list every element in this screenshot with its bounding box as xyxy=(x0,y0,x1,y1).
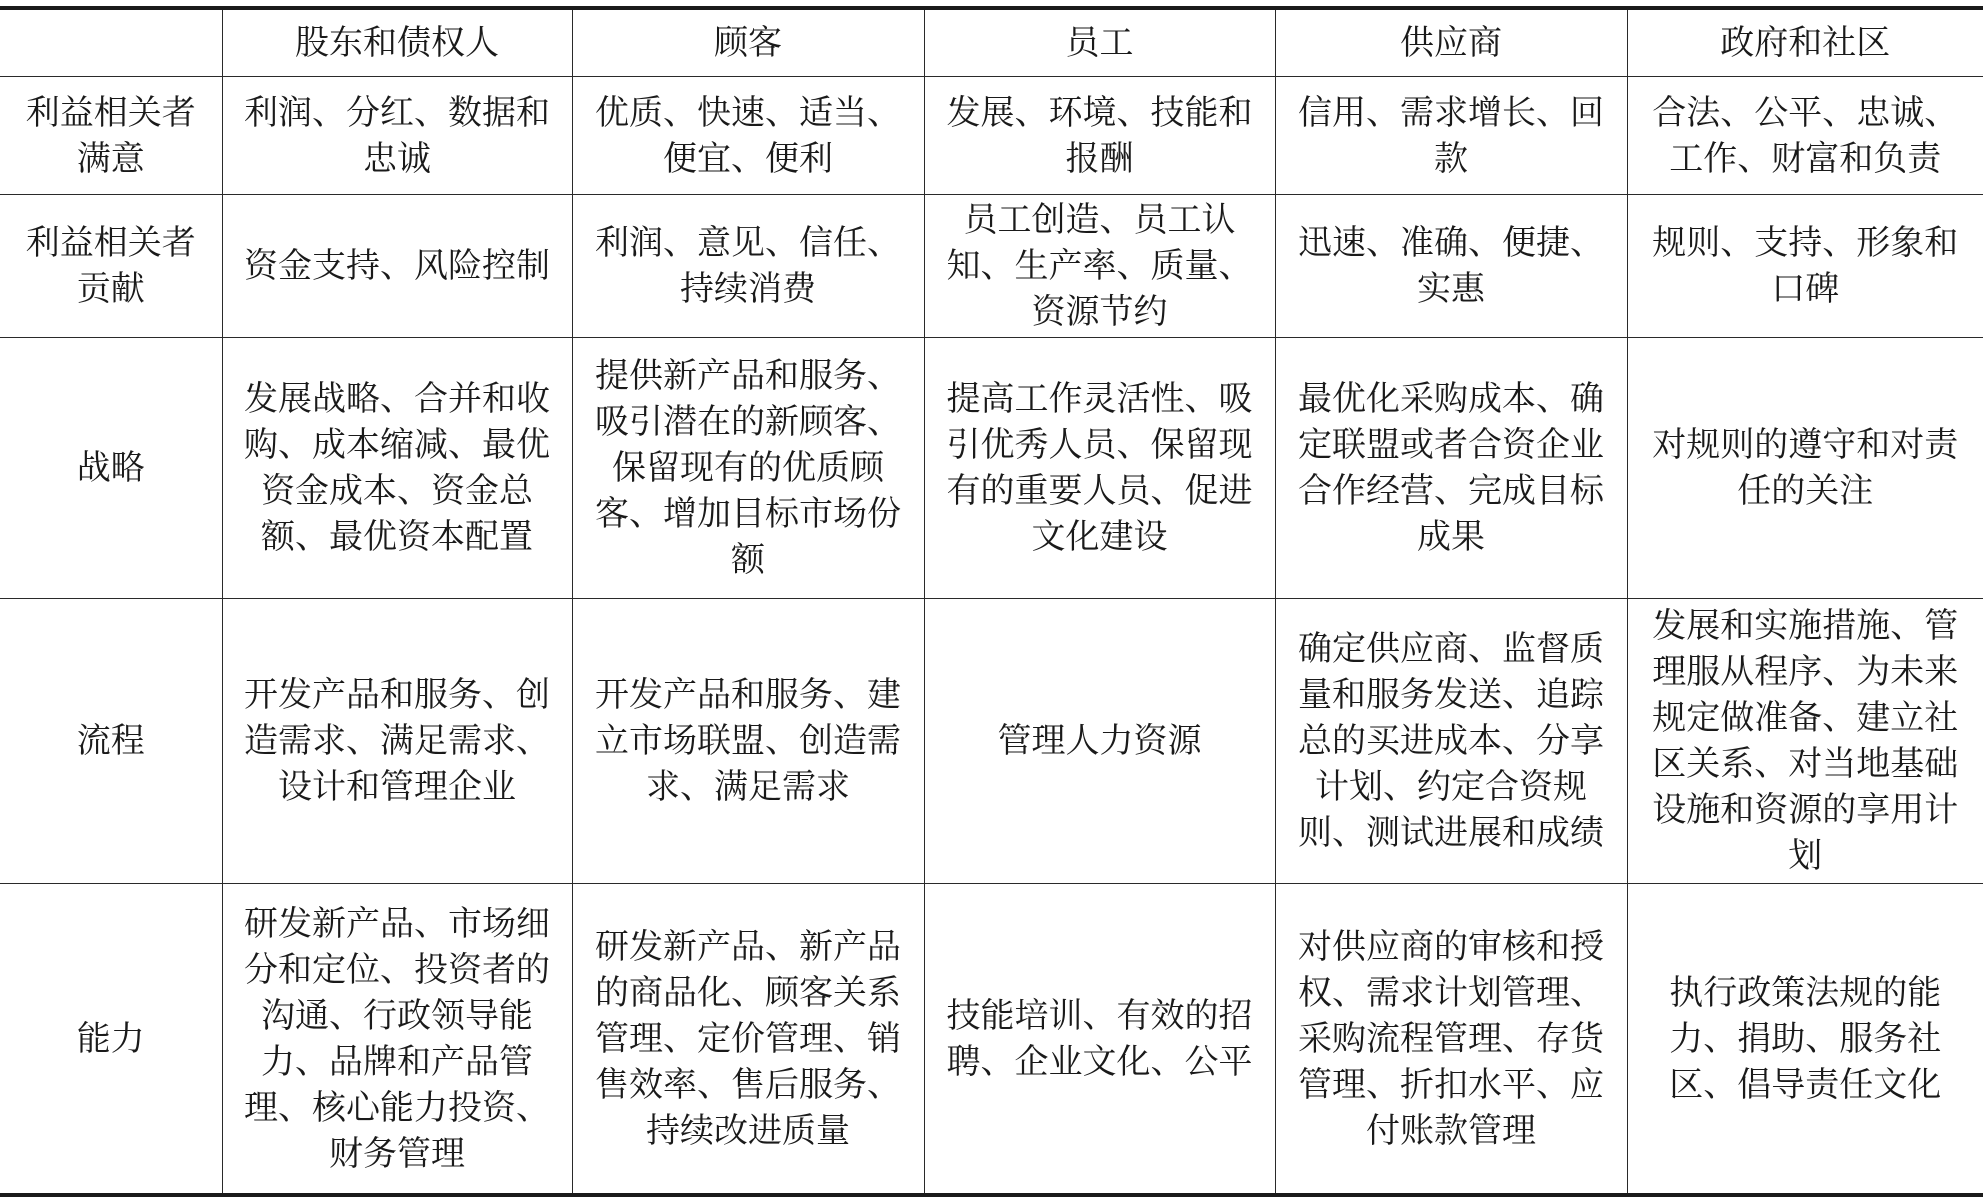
stakeholder-table xyxy=(0,6,1983,1197)
table-row-capability xyxy=(0,884,1983,1196)
row-label: 利益相关者满意 xyxy=(0,77,222,195)
table-cell: 最优化采购成本、确定联盟或者合资企业合作经营、完成目标成果 xyxy=(1275,338,1627,599)
table-cell: 规则、支持、形象和口碑 xyxy=(1627,195,1983,338)
table-cell: 优质、快速、适当、便宜、便利 xyxy=(572,77,924,195)
header-suppliers: 供应商 xyxy=(1275,8,1627,77)
table-cell: 技能培训、有效的招聘、企业文化、公平 xyxy=(924,884,1275,1196)
table-cell: 发展战略、合并和收购、成本缩减、最优资金成本、资金总额、最优资本配置 xyxy=(222,338,572,599)
table-cell: 迅速、准确、便捷、实惠 xyxy=(1275,195,1627,338)
table-row-contribution xyxy=(0,195,1983,338)
table-cell: 合法、公平、忠诚、工作、财富和负责 xyxy=(1627,77,1983,195)
header-government-community: 政府和社区 xyxy=(1627,8,1983,77)
table-cell: 员工创造、员工认知、生产率、质量、资源节约 xyxy=(924,195,1275,338)
table-cell: 对供应商的审核和授权、需求计划管理、采购流程管理、存货管理、折扣水平、应付账款管理 xyxy=(1275,884,1627,1196)
table-cell: 提高工作灵活性、吸引优秀人员、保留现有的重要人员、促进文化建设 xyxy=(924,338,1275,599)
row-label: 流程 xyxy=(0,599,222,884)
row-label: 战略 xyxy=(0,338,222,599)
table-cell: 对规则的遵守和对责任的关注 xyxy=(1627,338,1983,599)
table-cell: 开发产品和服务、创造需求、满足需求、设计和管理企业 xyxy=(222,599,572,884)
row-label: 利益相关者贡献 xyxy=(0,195,222,338)
table-cell: 信用、需求增长、回款 xyxy=(1275,77,1627,195)
table-cell: 利润、分红、数据和忠诚 xyxy=(222,77,572,195)
row-label: 能力 xyxy=(0,884,222,1196)
table-cell: 资金支持、风险控制 xyxy=(222,195,572,338)
table-cell: 利润、意见、信任、持续消费 xyxy=(572,195,924,338)
stakeholder-table-container xyxy=(0,6,1983,1197)
table-row-satisfaction xyxy=(0,77,1983,195)
header-shareholders-creditors: 股东和债权人 xyxy=(222,8,572,77)
table-cell: 确定供应商、监督质量和服务发送、追踪总的买进成本、分享计划、约定合资规则、测试进展和成绩 xyxy=(1275,599,1627,884)
table-cell: 开发产品和服务、建立市场联盟、创造需求、满足需求 xyxy=(572,599,924,884)
header-row xyxy=(0,8,1983,77)
table-cell: 执行政策法规的能力、捐助、服务社区、倡导责任文化 xyxy=(1627,884,1983,1196)
table-cell: 提供新产品和服务、吸引潜在的新顾客、保留现有的优质顾客、增加目标市场份额 xyxy=(572,338,924,599)
header-customers: 顾客 xyxy=(572,8,924,77)
table-cell: 发展、环境、技能和报酬 xyxy=(924,77,1275,195)
table-cell: 研发新产品、新产品的商品化、顾客关系管理、定价管理、销售效率、售后服务、持续改进质量 xyxy=(572,884,924,1196)
table-row-process xyxy=(0,599,1983,884)
table-cell: 研发新产品、市场细分和定位、投资者的沟通、行政领导能力、品牌和产品管理、核心能力投资、财务管理 xyxy=(222,884,572,1196)
header-employees: 员工 xyxy=(924,8,1275,77)
table-cell: 管理人力资源 xyxy=(924,599,1275,884)
table-row-strategy xyxy=(0,338,1983,599)
header-corner xyxy=(0,8,222,77)
table-cell: 发展和实施措施、管理服从程序、为未来规定做准备、建立社区关系、对当地基础设施和资源的享用计划 xyxy=(1627,599,1983,884)
